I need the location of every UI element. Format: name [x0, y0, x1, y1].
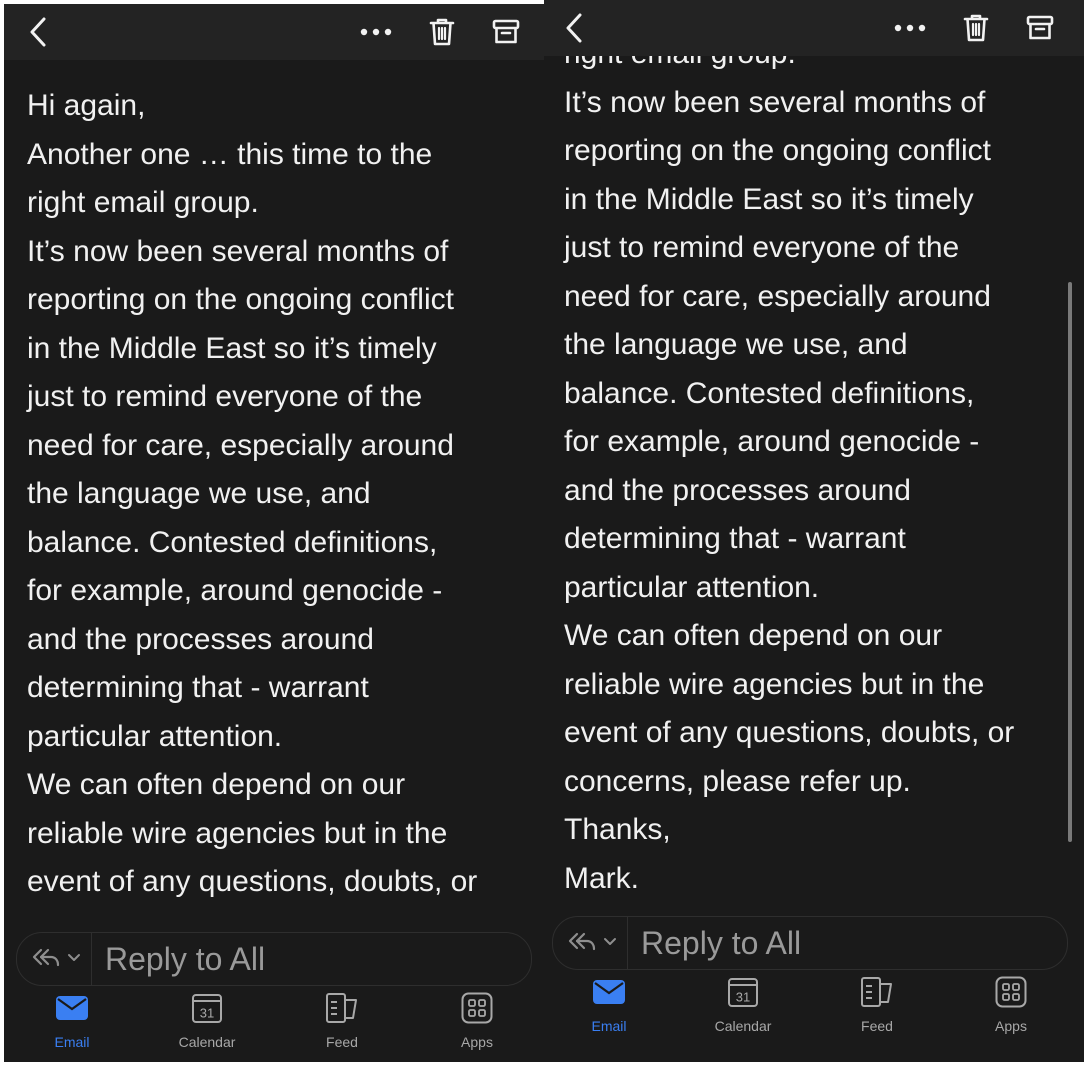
bottom-area	[544, 910, 1084, 1062]
tab-label: Feed	[861, 1018, 893, 1034]
body-line: determining that - warrant	[27, 671, 369, 704]
tab-calendar[interactable]	[698, 974, 788, 1046]
body-line: particular attention.	[564, 570, 820, 604]
reply-bar[interactable]	[552, 916, 1068, 970]
feed-icon	[860, 976, 894, 1013]
calendar-icon	[727, 976, 759, 1013]
calendar-day-number: 31	[735, 989, 751, 1004]
body-line: We can often depend on our	[27, 768, 406, 801]
tab-calendar[interactable]	[162, 990, 252, 1062]
body-line: event of any questions, doubts, or	[564, 716, 1015, 749]
body-line: reliable wire agencies but in the	[27, 816, 448, 850]
body-line: for example, around genocide -	[27, 574, 443, 607]
body-line: balance. Contested definitions,	[27, 525, 438, 559]
body-line: Thanks,	[564, 813, 671, 846]
email-body	[27, 82, 534, 907]
more-button[interactable]	[358, 14, 394, 50]
mail-icon	[55, 995, 89, 1026]
delete-button[interactable]	[958, 10, 994, 46]
email-screen-right	[544, 0, 1084, 1062]
body-line: reliable wire agencies but in the	[564, 667, 985, 701]
tab-feed[interactable]	[297, 990, 387, 1062]
mail-icon	[592, 979, 626, 1010]
body-line: the language we use, and	[564, 328, 908, 361]
reply-options-button[interactable]	[31, 933, 85, 985]
body-line: event of any questions, doubts, or	[27, 865, 478, 898]
body-line: concerns, please refer up.	[564, 764, 911, 798]
body-line: need for care, especially around	[27, 428, 454, 462]
calendar-icon	[191, 992, 223, 1029]
back-button[interactable]	[556, 10, 592, 46]
apps-grid-icon	[461, 992, 493, 1029]
body-line: determining that - warrant	[564, 522, 906, 555]
body-line: and the processes around	[564, 473, 911, 507]
tab-feed[interactable]	[832, 974, 922, 1046]
body-line: just to remind everyone of the	[564, 231, 960, 264]
archive-icon	[492, 18, 520, 46]
back-button[interactable]	[20, 14, 56, 50]
bottom-area	[4, 926, 544, 1062]
tab-label: Calendar	[178, 1034, 236, 1050]
archive-button[interactable]	[488, 14, 524, 50]
body-line: It’s now been several months of	[564, 85, 986, 119]
tab-apps[interactable]	[966, 974, 1056, 1046]
tab-label: Calendar	[714, 1018, 772, 1034]
body-line: in the Middle East so it’s timely	[564, 182, 974, 216]
tab-label: Apps	[995, 1018, 1027, 1034]
tab-label: Feed	[326, 1034, 358, 1050]
more-dots-icon	[894, 24, 926, 32]
tab-label: Email	[591, 1018, 627, 1034]
body-line: Another one … this time to the	[27, 137, 433, 171]
delete-button[interactable]	[424, 14, 460, 50]
divider	[627, 917, 628, 969]
body-line: in the Middle East so it’s timely	[27, 331, 437, 365]
body-line: Mark.	[564, 861, 639, 895]
tab-bar	[544, 974, 1084, 1046]
apps-grid-icon	[995, 976, 1027, 1013]
body-line: the language we use, and	[27, 477, 371, 510]
email-body	[564, 30, 1074, 903]
reply-input[interactable]: Reply to All	[105, 941, 266, 977]
reply-bar[interactable]	[16, 932, 532, 986]
top-toolbar	[544, 0, 1084, 56]
body-line: particular attention.	[27, 719, 283, 753]
reply-input[interactable]: Reply to All	[641, 925, 802, 961]
tab-bar	[4, 990, 544, 1062]
body-line: and the processes around	[27, 622, 374, 656]
tab-apps[interactable]	[432, 990, 522, 1062]
divider	[91, 933, 92, 985]
top-toolbar	[4, 4, 544, 60]
tab-label: Apps	[461, 1034, 493, 1050]
scrollbar[interactable]	[1068, 282, 1072, 842]
reply-options-button[interactable]	[567, 917, 621, 969]
more-button[interactable]	[892, 10, 928, 46]
body-line: need for care, especially around	[564, 279, 991, 313]
tab-label: Email	[54, 1034, 90, 1050]
body-line: We can often depend on our	[564, 619, 943, 652]
body-line: just to remind everyone of the	[27, 380, 423, 413]
reply-all-icon	[567, 929, 621, 958]
body-line: balance. Contested definitions,	[564, 376, 975, 410]
tab-email[interactable]	[27, 990, 117, 1062]
body-line: reporting on the ongoing conflict	[27, 283, 454, 316]
chevron-left-icon	[563, 12, 585, 44]
body-line: Hi again,	[27, 89, 146, 122]
reply-all-icon	[31, 945, 85, 974]
calendar-day-number: 31	[199, 1005, 215, 1020]
archive-icon	[1026, 14, 1054, 42]
tab-email[interactable]	[564, 974, 654, 1046]
chevron-left-icon	[27, 16, 49, 48]
trash-icon	[428, 16, 456, 48]
body-line: right email group.	[27, 186, 259, 219]
body-line: for example, around genocide -	[564, 425, 980, 458]
body-line: reporting on the ongoing conflict	[564, 134, 991, 167]
more-dots-icon	[360, 28, 392, 36]
email-screen-left	[4, 4, 544, 1062]
archive-button[interactable]	[1022, 10, 1058, 46]
body-line: It’s now been several months of	[27, 234, 449, 268]
trash-icon	[962, 12, 990, 44]
feed-icon	[325, 992, 359, 1029]
